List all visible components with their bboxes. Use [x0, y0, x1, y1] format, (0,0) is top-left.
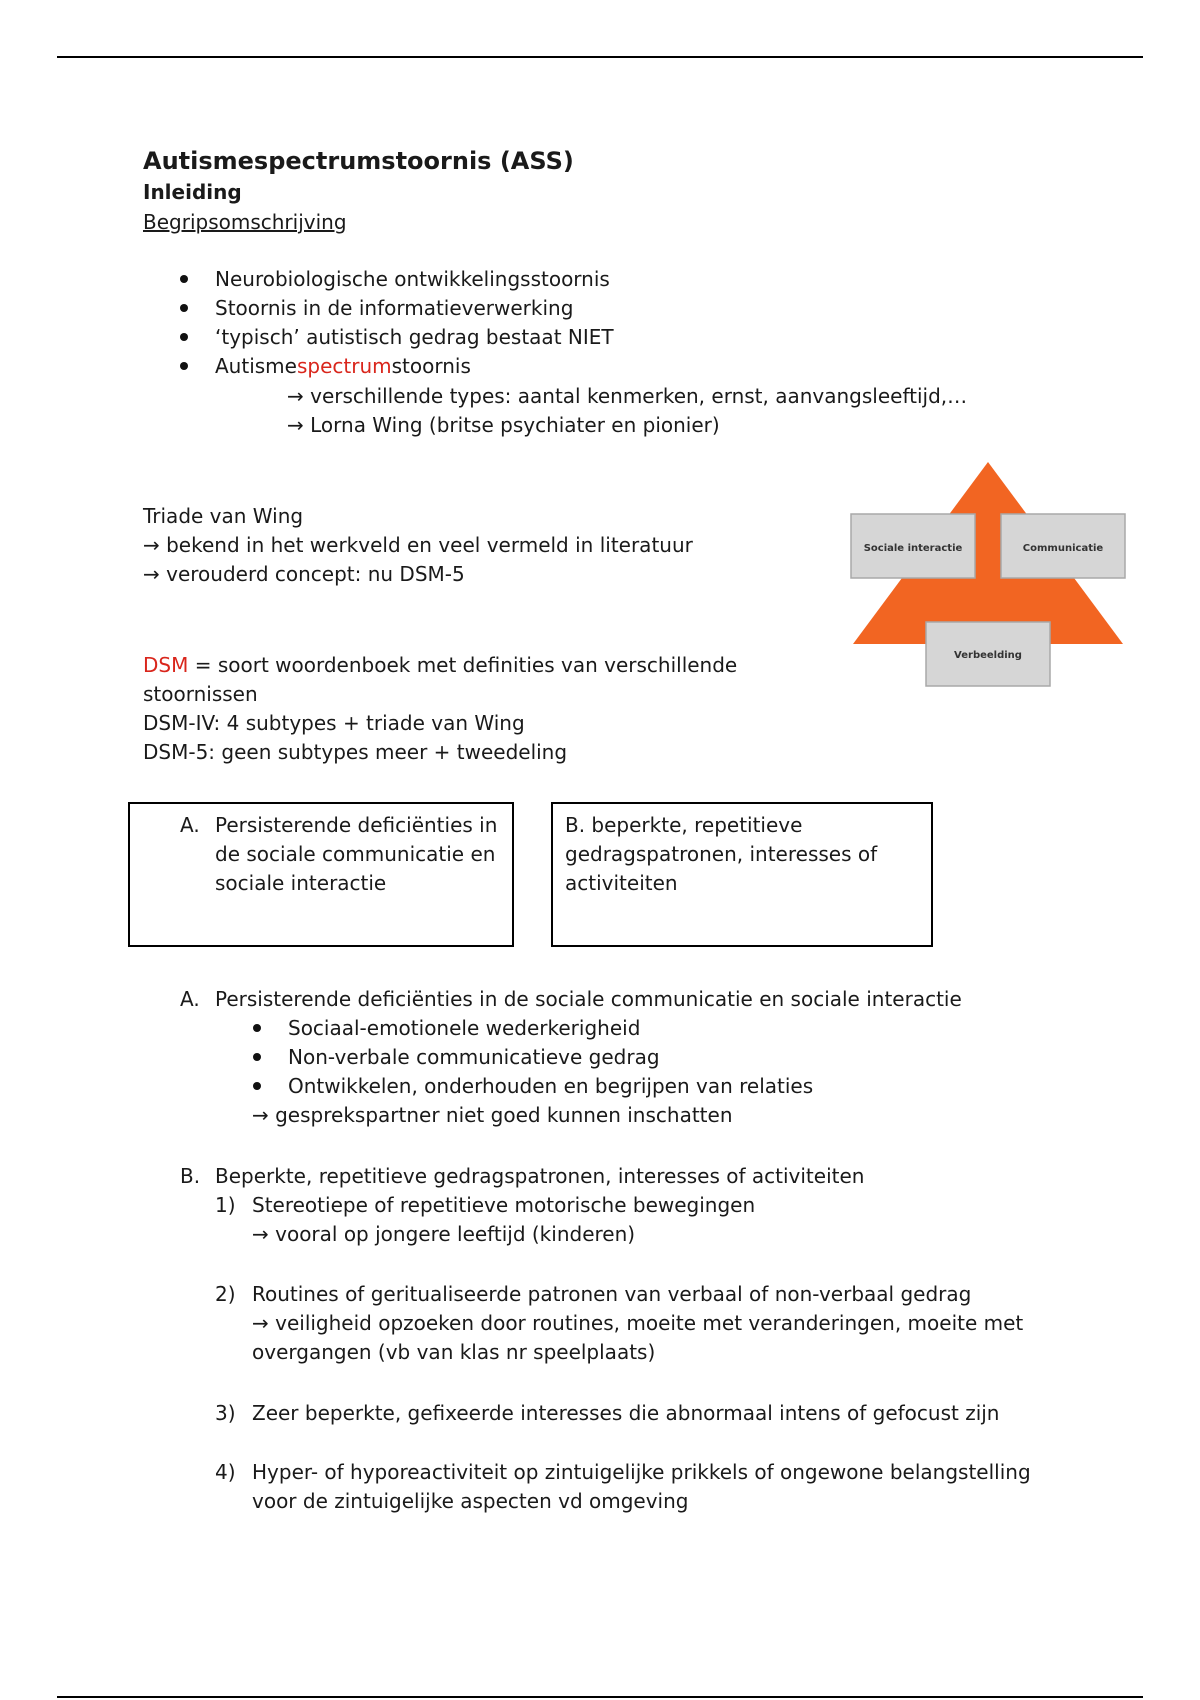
section-a-item: Non-verbale communicatieve gedrag: [288, 1045, 660, 1069]
subtitle: Inleiding: [143, 180, 242, 204]
bullet-item-spectrum: [215, 352, 471, 380]
page-title: Autismespectrumstoornis (ASS): [143, 147, 574, 175]
section-a-note: → gesprekspartner niet goed kunnen inschatten: [252, 1103, 733, 1127]
label-social: Sociale interactie: [863, 543, 963, 554]
label-communication: Communicatie: [1022, 543, 1104, 554]
dsm-term: DSM: [143, 653, 189, 677]
dsm-definition: [143, 651, 737, 679]
footer-rule: [57, 1696, 1143, 1698]
triade-line: → bekend in het werkveld en veel vermeld in literatuur: [143, 533, 693, 557]
spectrum-note: → Lorna Wing (britse psychiater en pionier): [287, 413, 720, 437]
section-heading: Begripsomschrijving: [143, 210, 347, 234]
bullet-dot: [180, 275, 188, 283]
bullet-dot: [253, 1082, 261, 1090]
section-a-item: Ontwikkelen, onderhouden en begrijpen van relaties: [288, 1074, 814, 1098]
spectrum-note: → verschillende types: aantal kenmerken, ernst, aanvangsleeftijd,…: [287, 384, 968, 408]
section-a-heading: Persisterende deficiënties in de sociale communicatie en sociale interactie: [215, 987, 962, 1011]
spectrum-suffix: stoornis: [391, 354, 471, 378]
section-b-item-line: Zeer beperkte, gefixeerde interesses die abnormaal intens of gefocust zijn: [252, 1401, 1000, 1425]
section-b-item-line: Stereotiepe of repetitieve motorische bewegingen: [252, 1193, 756, 1217]
section-a-item: Sociaal-emotionele wederkerigheid: [288, 1016, 641, 1040]
bullet-dot: [253, 1024, 261, 1032]
dsm-5: DSM-5: geen subtypes meer + tweedeling: [143, 740, 568, 764]
bullet-item: Neurobiologische ontwikkelingsstoornis: [215, 267, 610, 291]
section-b-item-line: Hyper- of hyporeactiviteit op zintuigelijke prikkels of ongewone belangstelling: [252, 1460, 1031, 1484]
section-b-item-line: → veiligheid opzoeken door routines, moeite met veranderingen, moeite met: [252, 1311, 1024, 1335]
box-a-line: de sociale communicatie en: [215, 842, 496, 866]
section-a-letter: A.: [180, 987, 200, 1011]
header-rule: [57, 56, 1143, 58]
item-number: 2): [215, 1282, 236, 1306]
bullet-dot: [180, 333, 188, 341]
box-b-line: gedragspatronen, interesses of: [565, 842, 878, 866]
dsm-definition-text: = soort woordenboek met definities van verschillende: [188, 653, 738, 677]
section-b-item-line: overgangen (vb van klas nr speelplaats): [252, 1340, 656, 1364]
bullet-dot: [253, 1053, 261, 1061]
triade-line: → verouderd concept: nu DSM-5: [143, 562, 465, 586]
dsm-iv: DSM-IV: 4 subtypes + triade van Wing: [143, 711, 525, 735]
spectrum-prefix: Autisme: [215, 354, 297, 378]
dsm-definition-cont: stoornissen: [143, 682, 258, 706]
box-b-line: B. beperkte, repetitieve: [565, 813, 803, 837]
section-b-letter: B.: [180, 1164, 201, 1188]
bullet-dot: [180, 362, 188, 370]
section-b-item-line: Routines of geritualiseerde patronen van verbaal of non-verbaal gedrag: [252, 1282, 972, 1306]
item-number: 4): [215, 1460, 236, 1484]
section-b-heading: Beperkte, repetitieve gedragspatronen, interesses of activiteiten: [215, 1164, 865, 1188]
triade-diagram: [845, 458, 1135, 690]
bullet-item: Stoornis in de informatieverwerking: [215, 296, 574, 320]
box-a-line: sociale interactie: [215, 871, 387, 895]
box-b-line: activiteiten: [565, 871, 678, 895]
item-number: 3): [215, 1401, 236, 1425]
bullet-item: ‘typisch’ autistisch gedrag bestaat NIET: [215, 325, 614, 349]
bullet-dot: [180, 304, 188, 312]
box-a-letter: A.: [180, 813, 200, 837]
triade-heading: Triade van Wing: [143, 504, 304, 528]
section-b-item-line: → vooral op jongere leeftijd (kinderen): [252, 1222, 636, 1246]
item-number: 1): [215, 1193, 236, 1217]
section-b-item-line: voor de zintuigelijke aspecten vd omgeving: [252, 1489, 689, 1513]
spectrum-highlight: spectrum: [296, 354, 392, 378]
box-a-line: Persisterende deficiënties in: [215, 813, 498, 837]
label-imagination: Verbeelding: [954, 650, 1022, 661]
